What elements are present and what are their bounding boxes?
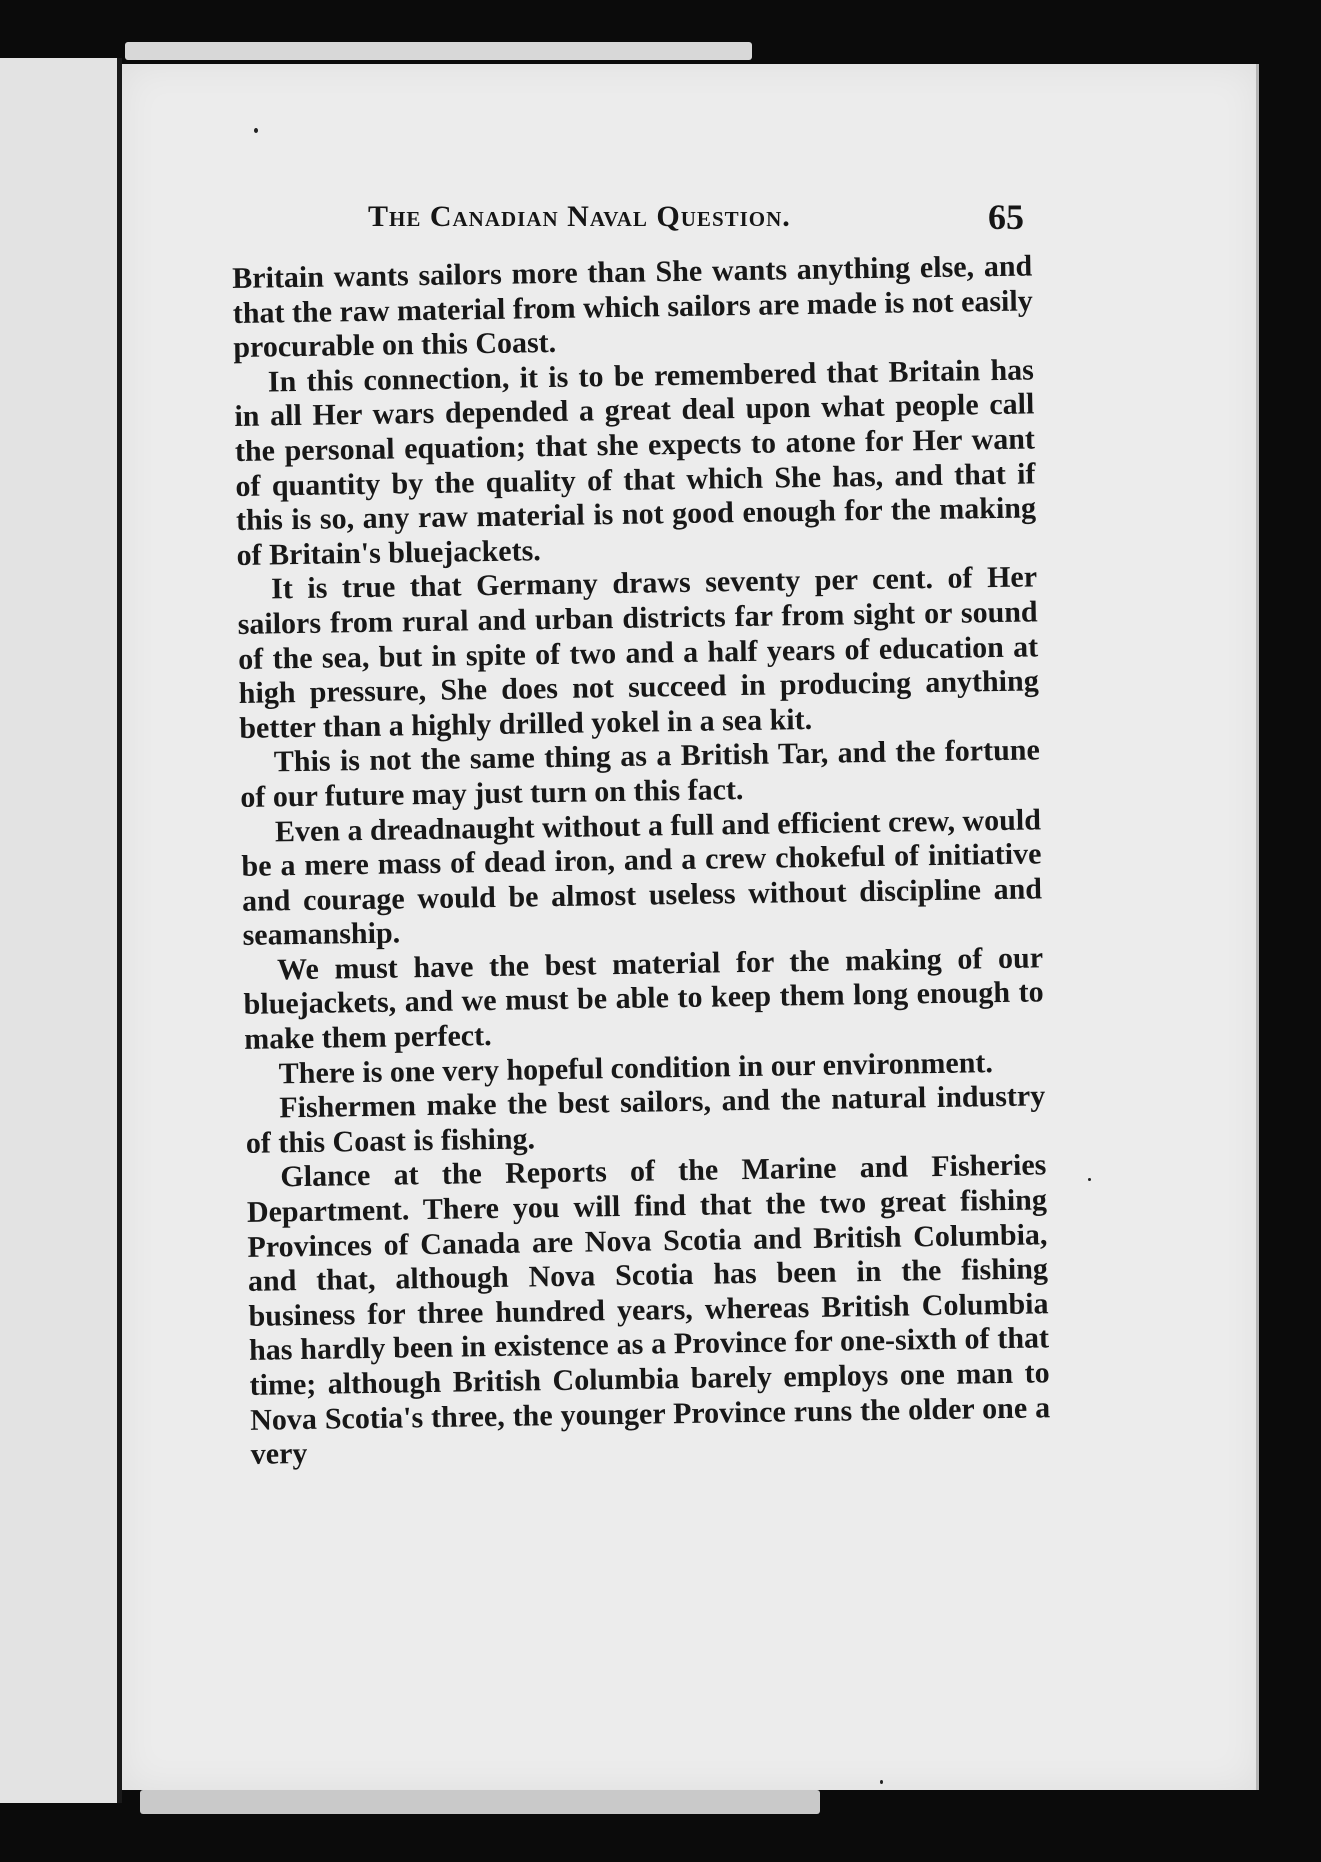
paragraph: It is true that Germany draws seventy per cent. of Her sailors from rural and urban districts far from sight or sound of the sea, but in spite of two and a half years of education at high pressure, She does not succeed in producing anything better than a highly drilled yokel in a sea kit. [237, 560, 1039, 745]
paragraph: We must have the best material for the making of our bluejackets, and we must be able to keep them long enough to make them perfect. [243, 941, 1044, 1056]
ink-speck [254, 128, 258, 133]
paragraph: Even a dreadnaught without a full and efficient crew, would be a mere mass of dead iron, and a crew chokeful of initiative and courage would be almost useless without discipline and seamanship. [241, 802, 1043, 953]
running-head [250, 197, 1040, 244]
top-page-strip [125, 42, 752, 60]
paragraph: In this connection, it is to be remembered that Britain has in all Her wars depended a great deal upon what people call the personal equation; that she expects to atone for Her want of quantity by the quality of that which She has, and that if this is so, any raw material is not good enough for the making of Britain's bluejackets. [234, 353, 1037, 572]
paragraph: Glance at the Reports of the Marine and Fisheries Department. There you will find that the two great fishing Provinces of Canada are Nova Scotia and British Columbia, and that, although Nova Scotia has been in the fishing business for three hundred years, whereas British Columbia has hardly been in existence as a Province for one-sixth of that time; although British Columbia barely employs one man to Nova Scotia's three, the younger Province runs the older one a very [246, 1148, 1051, 1472]
bottom-page-strip [140, 1790, 820, 1814]
page-number: 65 [988, 197, 1024, 237]
body-text [232, 249, 1051, 1472]
facing-page-edge [0, 58, 118, 1803]
page-right-edge [1256, 64, 1259, 1790]
running-head-title: The Canadian Naval Question. [368, 200, 791, 233]
ink-speck [880, 1780, 883, 1784]
paragraph: Fishermen make the best sailors, and the natural industry of this Coast is fishing. [245, 1079, 1046, 1160]
paragraph: Britain wants sailors more than She wants anything else, and that the raw material from which sailors are made is not easily procurable on this Coast. [232, 249, 1033, 365]
ink-speck [1088, 1178, 1091, 1181]
paragraph: This is not the same thing as a British Tar, and the fortune of our future may just turn on this fact. [240, 733, 1041, 814]
paragraph: There is one very hopeful condition in our environment. [278, 1045, 994, 1091]
